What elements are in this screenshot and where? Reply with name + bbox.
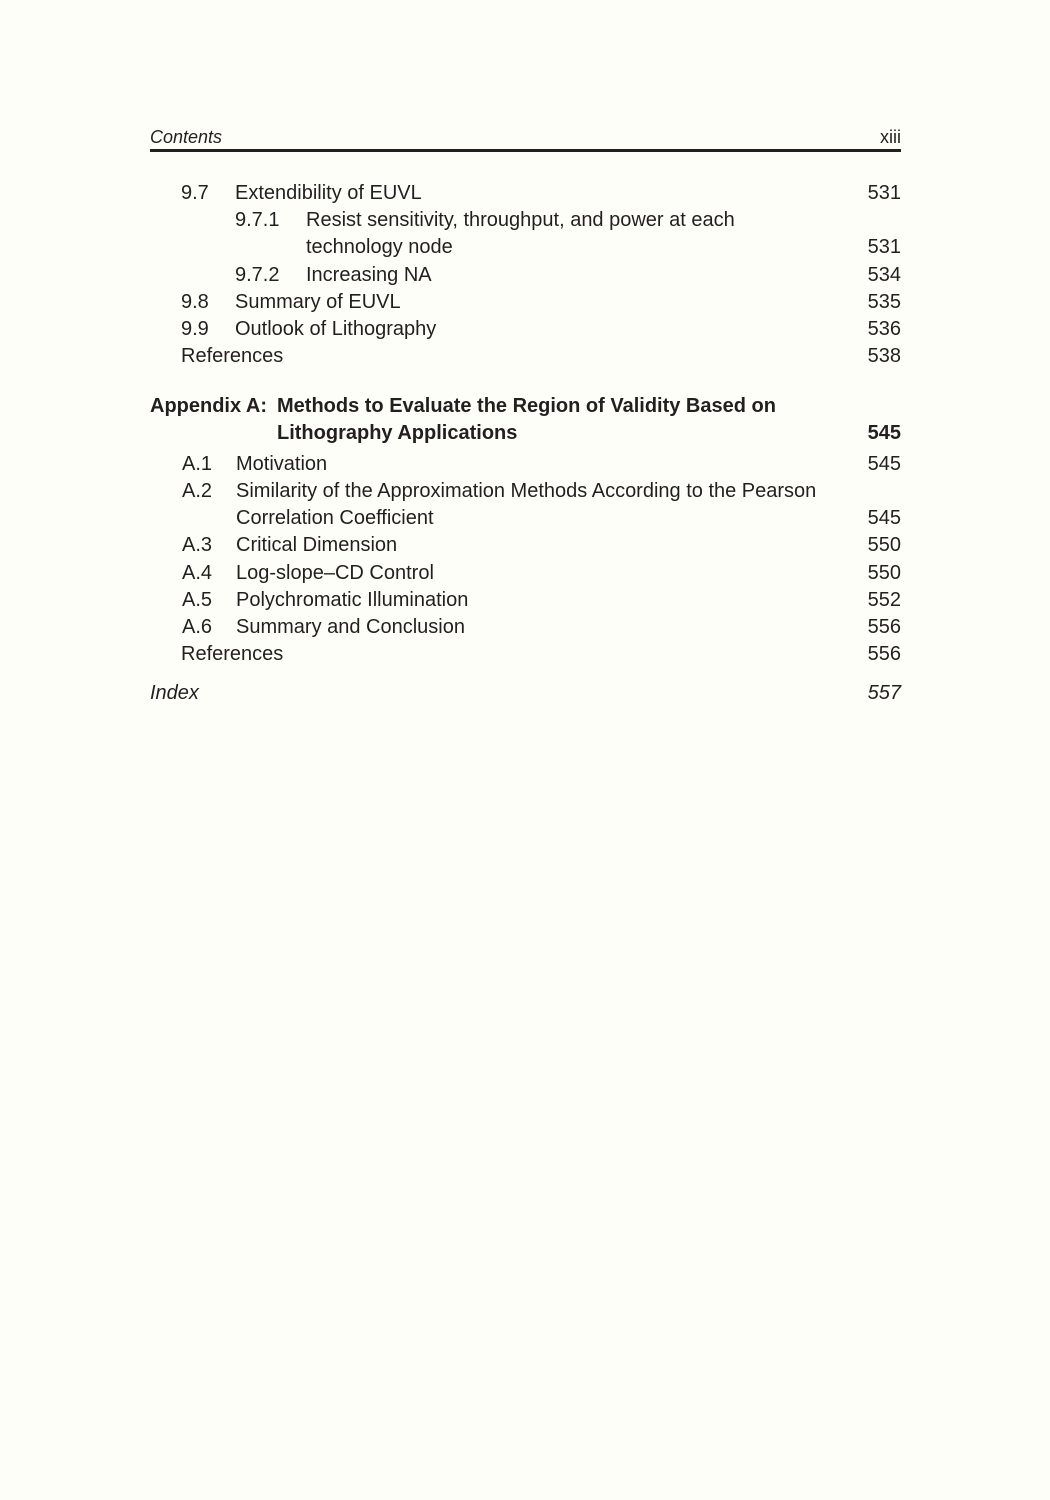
entry-number: 9.7.2: [235, 264, 280, 286]
entry-title: References: [181, 643, 284, 665]
entry-number: 9.8: [181, 291, 209, 313]
entry-title: Log-slope–CD Control: [236, 562, 434, 584]
entry-title: Increasing NA: [306, 264, 432, 286]
entry-title: Extendibility of EUVL: [235, 182, 422, 204]
entry-page: 531: [867, 182, 901, 204]
entry-page: 545: [867, 507, 901, 529]
entry-title-continued: Correlation Coefficient: [236, 507, 434, 529]
entry-page: 550: [867, 562, 901, 584]
index-title: Index: [150, 682, 199, 704]
entry-page: 556: [867, 616, 901, 638]
running-header: [150, 125, 901, 152]
toc-page: [150, 0, 901, 1500]
entry-title: Polychromatic Illumination: [236, 589, 469, 611]
entry-title: References: [181, 345, 284, 367]
appendix-label: Appendix A:: [150, 395, 268, 417]
running-header-title: Contents: [150, 127, 223, 147]
entry-page: 536: [867, 318, 901, 340]
entry-title-continued: technology node: [306, 236, 453, 258]
entry-title: Critical Dimension: [236, 534, 398, 556]
entry-page: 556: [867, 643, 901, 665]
running-header-page-number: xiii: [880, 127, 901, 147]
entry-title: Summary of EUVL: [235, 291, 401, 313]
entry-page: 538: [867, 345, 901, 367]
entry-page: 534: [867, 264, 901, 286]
appendix-page: 545: [867, 422, 901, 444]
entry-number: A.1: [182, 453, 213, 475]
entry-title: Summary and Conclusion: [236, 616, 465, 638]
entry-page: 531: [867, 236, 901, 258]
entry-number: 9.7: [181, 182, 209, 204]
entry-title: Motivation: [236, 453, 328, 475]
appendix-title-continued: Lithography Applications: [277, 422, 518, 444]
entry-page: 550: [867, 534, 901, 556]
entry-number: A.6: [182, 616, 213, 638]
entry-page: 535: [867, 291, 901, 313]
entry-number: A.4: [182, 562, 213, 584]
entry-title: Similarity of the Approximation Methods According to the Pearson: [236, 480, 817, 502]
index-page: 557: [867, 682, 901, 704]
entry-number: A.3: [182, 534, 213, 556]
entry-number: A.2: [182, 480, 213, 502]
entry-number: 9.9: [181, 318, 209, 340]
entry-number: A.5: [182, 589, 213, 611]
appendix-title: Methods to Evaluate the Region of Validity Based on: [277, 395, 776, 417]
entry-number: 9.7.1: [235, 209, 280, 231]
entry-page: 552: [867, 589, 901, 611]
entry-title: Outlook of Lithography: [235, 318, 437, 340]
entry-page: 545: [867, 453, 901, 475]
entry-title: Resist sensitivity, throughput, and power at each: [306, 209, 735, 231]
